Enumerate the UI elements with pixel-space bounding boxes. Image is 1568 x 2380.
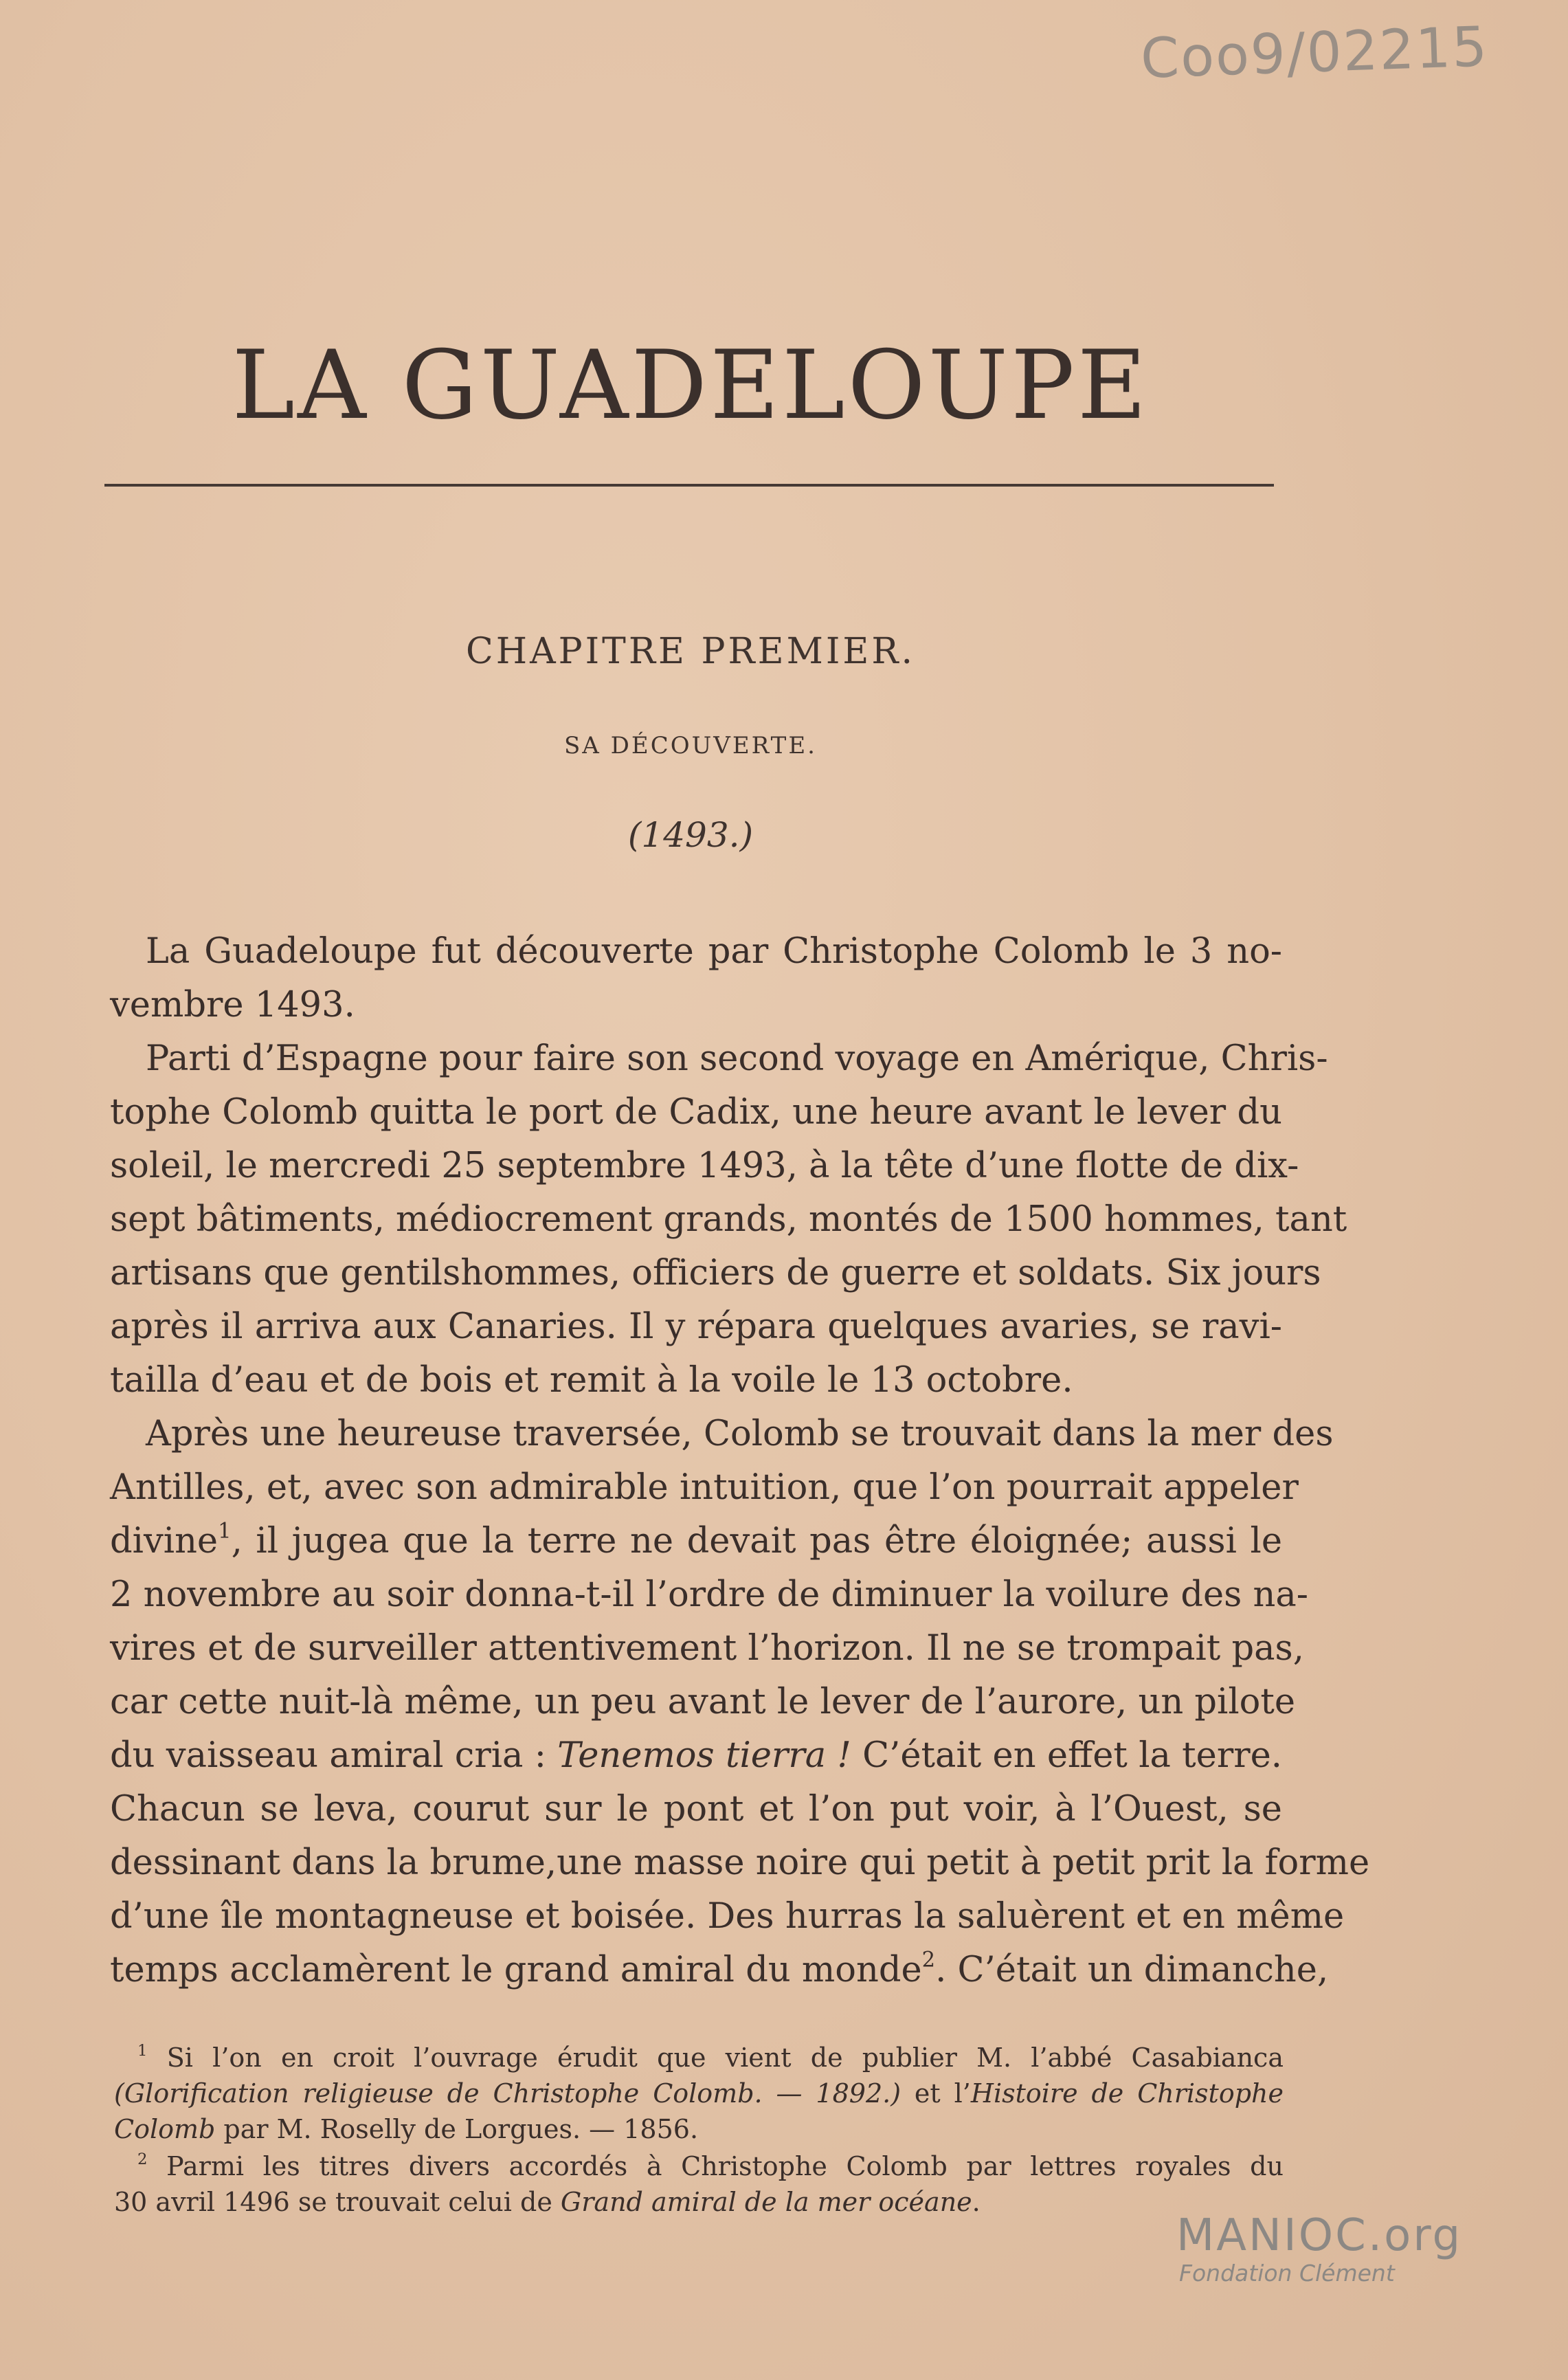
body-line: après il arriva aux Canaries. Il y répara quelques avaries, se ravi-: [110, 1306, 1282, 1347]
footnote-number: 1: [137, 2042, 148, 2060]
footnote-ref: 2: [921, 1948, 936, 1972]
footnote-italic: Colomb: [114, 2114, 216, 2144]
body-line: vires et de surveiller attentivement l’horizon. Il ne se trompait pas,: [110, 1628, 1304, 1669]
body-line: Chacun se leva, courut sur le pont et l’on put voir, à l’Ouest, se: [110, 1789, 1282, 1830]
body-text: . C’était un dimanche,: [935, 1950, 1329, 1990]
watermark-name: MANIOC.org: [1176, 2210, 1463, 2261]
body-line: [110, 1729, 1282, 1783]
body-line: dessinant dans la brume,une masse noire qui petit à petit prit la forme: [110, 1843, 1370, 1883]
body-line: Parti d’Espagne pour faire son second voyage en Amérique, Chris-: [146, 1038, 1328, 1079]
body-line: sept bâtiments, médiocrement grands, montés de 1500 hommes, tant: [110, 1199, 1347, 1240]
chapter-subtitle: SA DÉCOUVERTE.: [564, 732, 817, 759]
footnote-text: Parmi les titres divers accordés à Christophe Colomb par lettres royales du: [166, 2151, 1284, 2181]
footnote-italic: (Glorification religieuse de Christophe Colomb. — 1892.): [114, 2078, 901, 2109]
archive-call-number: Coo9/02215: [1139, 14, 1490, 91]
footnote-italic: Grand amiral de la mer océane: [560, 2187, 972, 2217]
footnote-line: [137, 2040, 1284, 2076]
footnote-number: 2: [137, 2150, 148, 2169]
footnote-ref: 1: [218, 1519, 232, 1544]
footnote-line: [114, 2184, 1284, 2220]
body-line: tailla d’eau et de bois et remit à la voile le 13 octobre.: [110, 1360, 1073, 1401]
body-italic: Tenemos tierra !: [557, 1735, 851, 1776]
footnote-text: Si l’on en croit l’ouvrage érudit que vient de publier M. l’abbé Casabianca: [166, 2043, 1284, 2073]
footnote-text: par M. Roselly de Lorgues. — 1856.: [215, 2114, 699, 2144]
body-text: C’était en effet la terre.: [851, 1735, 1283, 1776]
footnote-text: .: [972, 2187, 981, 2217]
watermark-org: Fondation Clément: [1179, 2260, 1395, 2287]
body-text: du vaisseau amiral cria :: [110, 1735, 558, 1776]
body-line: [110, 1944, 1329, 1997]
body-line: 2 novembre au soir donna-t-il l’ordre de diminuer la voilure des na-: [110, 1575, 1309, 1615]
chapter-heading: CHAPITRE PREMIER.: [465, 631, 916, 672]
body-text: , il jugea que la terre ne devait pas être éloignée; aussi le: [231, 1521, 1282, 1561]
manioc-watermark: [1176, 2212, 1492, 2287]
body-line: artisans que gentilshommes, officiers de guerre et soldats. Six jours: [110, 1253, 1321, 1293]
body-line: car cette nuit-là même, un peu avant le lever de l’aurore, un pilote: [110, 1682, 1296, 1722]
footnote-italic: Histoire de Christophe: [970, 2078, 1284, 2109]
body-line: tophe Colomb quitta le port de Cadix, une heure avant le lever du: [110, 1092, 1282, 1133]
footnote-text: 30 avril 1496 se trouvait celui de: [114, 2187, 561, 2217]
body-line: vembre 1493.: [110, 985, 355, 1025]
body-line: soleil, le mercredi 25 septembre 1493, à la tête d’une flotte de dix-: [110, 1146, 1299, 1186]
footnote-line: [137, 2148, 1284, 2184]
body-text: temps acclamèrent le grand amiral du monde: [110, 1950, 922, 1990]
footnote-text: et l’: [901, 2078, 971, 2109]
body-line: Après une heureuse traversée, Colomb se trouvait dans la mer des: [146, 1414, 1334, 1454]
page-title: LA GUADELOUPE: [232, 330, 1150, 441]
title-divider: [104, 484, 1274, 487]
body-line: [110, 1515, 1282, 1568]
footnote-line: [114, 2076, 1284, 2111]
footnote-line: [114, 2111, 1284, 2147]
chapter-year: (1493.): [627, 815, 754, 855]
body-line: d’une île montagneuse et boisée. Des hurras la saluèrent et en même: [110, 1896, 1345, 1937]
body-text: divine: [110, 1521, 219, 1561]
body-line: Antilles, et, avec son admirable intuition, que l’on pourrait appeler: [110, 1467, 1299, 1508]
body-line: La Guadeloupe fut découverte par Christophe Colomb le 3 no-: [146, 931, 1282, 972]
